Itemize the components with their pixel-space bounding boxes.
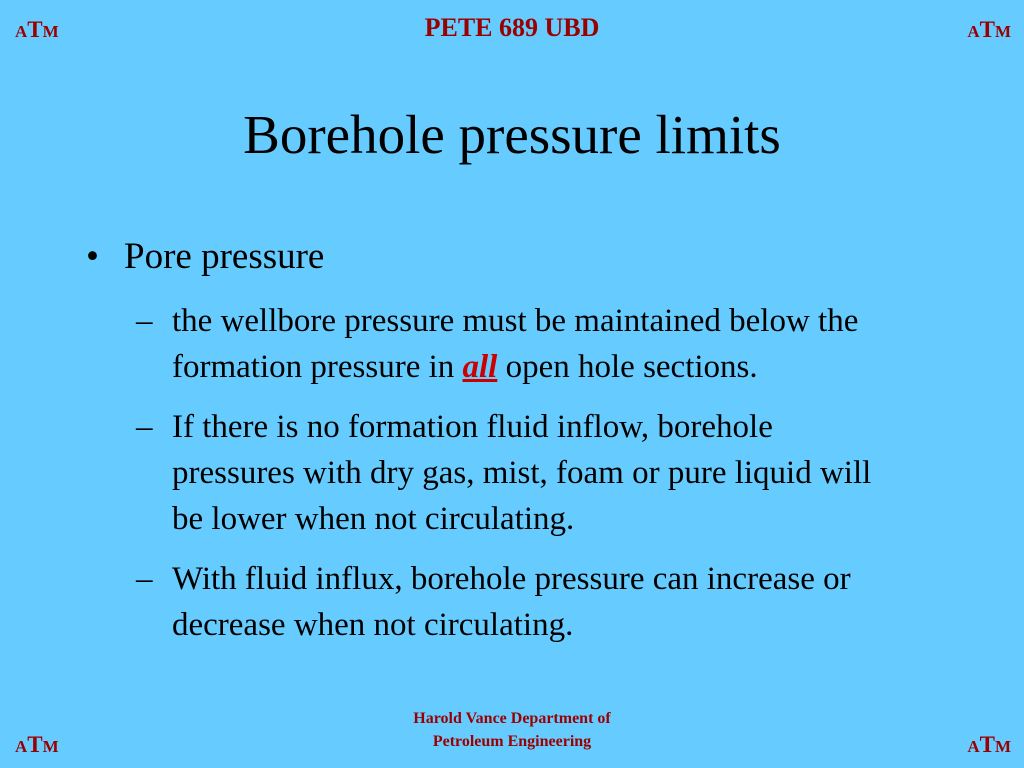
atm-logo-top-left: ATM <box>15 17 59 42</box>
emphasis-all: all <box>462 349 498 385</box>
course-header: PETE 689 UBD <box>424 13 600 42</box>
atm-logo-bottom-left: ATM <box>15 732 59 757</box>
dash-marker: – <box>136 561 153 597</box>
footer-department <box>0 707 1024 753</box>
bullet-label: Pore pressure <box>124 236 325 277</box>
sub-item-wellbore-pressure <box>136 298 916 390</box>
sub-item-text-after: open hole sections. <box>497 349 758 385</box>
bullet-pore-pressure <box>86 233 324 281</box>
sub-item-no-inflow <box>136 404 916 542</box>
footer-line-2: Petroleum Engineering <box>432 733 592 750</box>
sub-item-fluid-influx <box>136 556 916 648</box>
sub-item-text <box>172 298 902 390</box>
bullet-marker: • <box>86 236 99 277</box>
sub-item-text-before: the wellbore pressure must be maintained below the formation pressure in <box>172 303 859 385</box>
footer-line-1: Harold Vance Department of <box>413 710 611 727</box>
atm-logo-top-right: ATM <box>967 17 1011 42</box>
dash-marker: – <box>136 303 153 339</box>
dash-marker: – <box>136 409 153 445</box>
sub-bullet-list <box>136 298 916 662</box>
atm-logo-bottom-right: ATM <box>967 732 1011 757</box>
slide-title: Borehole pressure limits <box>243 104 781 165</box>
sub-item-text: With fluid influx, borehole pressure can increase or decrease when not circulating. <box>172 561 851 643</box>
sub-item-text: If there is no formation fluid inflow, borehole pressures with dry gas, mist, foam or pure liquid will be lower when not circulating. <box>172 409 872 537</box>
